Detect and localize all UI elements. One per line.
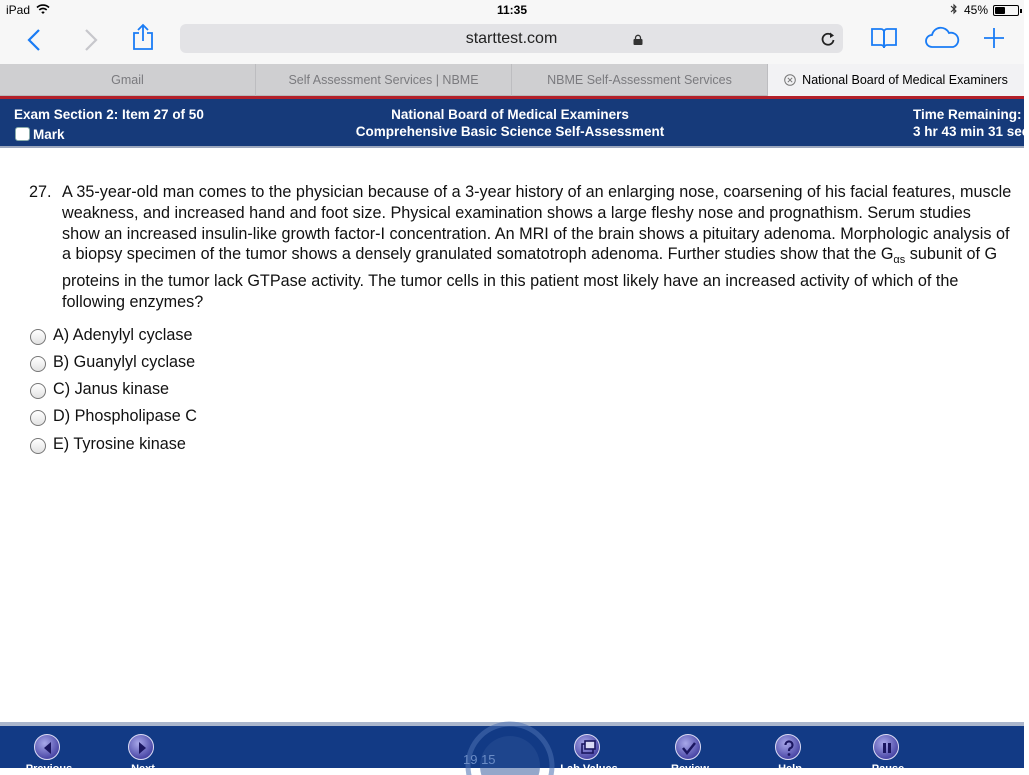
tab-self-assessment-services-nbme[interactable]: Self Assessment Services | NBME	[256, 64, 512, 96]
header-exam-title: Comprehensive Basic Science Self-Assessment	[355, 124, 665, 139]
question-number: 27.	[29, 183, 52, 201]
cloud-tabs-icon[interactable]	[924, 26, 960, 50]
radio-button[interactable]	[30, 410, 46, 426]
previous-button[interactable]	[19, 734, 79, 774]
tab-gmail[interactable]: Gmail	[0, 64, 256, 96]
review-label: Review	[671, 763, 709, 775]
battery-percent: 45%	[964, 3, 989, 17]
review-button[interactable]	[660, 734, 720, 774]
back-icon[interactable]	[26, 28, 42, 52]
answer-label[interactable]: E) Tyrosine kinase	[53, 435, 186, 453]
nbme-seal-watermark	[460, 726, 560, 772]
status-bar	[0, 0, 1024, 20]
next-button[interactable]	[113, 734, 173, 774]
header-org-title: National Board of Medical Examiners	[391, 107, 629, 122]
time-remaining-label: Time Remaining:	[913, 107, 1022, 122]
url-text: starttest.com	[465, 30, 558, 47]
help-label: Help	[778, 763, 802, 775]
next-circle	[128, 734, 154, 760]
answer-label[interactable]: C) Janus kinase	[53, 380, 170, 398]
help-icon	[776, 735, 802, 761]
reload-icon[interactable]	[820, 31, 836, 47]
pause-circle	[873, 734, 899, 760]
bookmarks-icon[interactable]	[870, 26, 898, 50]
battery-icon	[993, 5, 1019, 16]
close-tab-icon[interactable]	[784, 74, 796, 86]
answer-label[interactable]: B) Guanylyl cyclase	[53, 353, 196, 371]
bluetooth-icon	[950, 3, 958, 15]
question-text-part1: A 35-year-old man comes to the physician because of a 3-year history of an enlarging nose, coarsening of his facial features, muscle weakness, and increased hand and foot size. Physical examination shows a large fleshy nose and prognathism. Serum studies show an increased insulin-like growth factor-I concentration. An MRI of the brain shows a pituitary adenoma. Morphologic analysis of a biopsy specimen of the tumor shows a densely granulated somatotroph adenoma. Further studies show that the G	[62, 183, 1012, 264]
radio-button[interactable]	[30, 438, 46, 454]
previous-circle	[34, 734, 60, 760]
lab-values-button[interactable]	[559, 734, 619, 774]
forward-icon[interactable]	[83, 28, 99, 52]
seal-text: 19 15	[463, 752, 496, 767]
answer-label[interactable]: D) Phospholipase C	[53, 407, 197, 425]
lab-values-circle	[574, 734, 600, 760]
radio-button[interactable]	[30, 383, 46, 399]
time-remaining-value: 3 hr 43 min 31 sec	[913, 124, 1029, 139]
lab-values-icon	[575, 735, 601, 761]
tab-nbme-self-assessment-services[interactable]: NBME Self-Assessment Services	[512, 64, 768, 96]
arrow-left-icon	[35, 735, 61, 761]
exam-header	[0, 96, 1029, 148]
battery-fill	[995, 7, 1005, 14]
next-label: Next	[131, 763, 155, 775]
previous-label: Previous	[25, 763, 73, 775]
mark-label[interactable]: Mark	[33, 127, 65, 142]
share-icon[interactable]	[132, 23, 154, 51]
radio-button[interactable]	[30, 329, 46, 345]
status-time: 11:35	[496, 3, 528, 17]
answer-label[interactable]: A) Adenylyl cyclase	[53, 326, 193, 344]
help-circle	[775, 734, 801, 760]
pause-button[interactable]	[858, 734, 918, 774]
device-name: iPad	[6, 3, 31, 17]
arrow-right-icon	[129, 735, 155, 761]
address-bar[interactable]	[180, 24, 843, 53]
pause-icon	[874, 735, 900, 761]
tab-national-board-active[interactable]	[768, 64, 1024, 96]
review-circle	[675, 734, 701, 760]
bottom-nav-bar	[0, 722, 1024, 775]
battery-tip	[1020, 9, 1022, 13]
question-text-part2: subunit of G proteins in the tumor lack GTPase activity. The tumor cells in this patient most likely have an increased activity of which of the following enzymes?	[62, 245, 998, 311]
pause-label: Pause	[871, 763, 905, 775]
exam-section-label: Exam Section 2: Item 27 of 50	[14, 107, 204, 122]
tab-label: National Board of Medical Examiners	[802, 73, 1008, 87]
radio-button[interactable]	[30, 356, 46, 372]
question-subscript: αs	[893, 254, 906, 267]
lab-values-label: Lab Values	[560, 763, 618, 775]
checkmark-icon	[676, 735, 702, 761]
help-button[interactable]	[760, 734, 820, 774]
question-stem	[62, 182, 1012, 313]
tab-bar	[0, 64, 1024, 96]
new-tab-icon[interactable]	[982, 26, 1006, 50]
browser-toolbar	[0, 20, 1024, 64]
